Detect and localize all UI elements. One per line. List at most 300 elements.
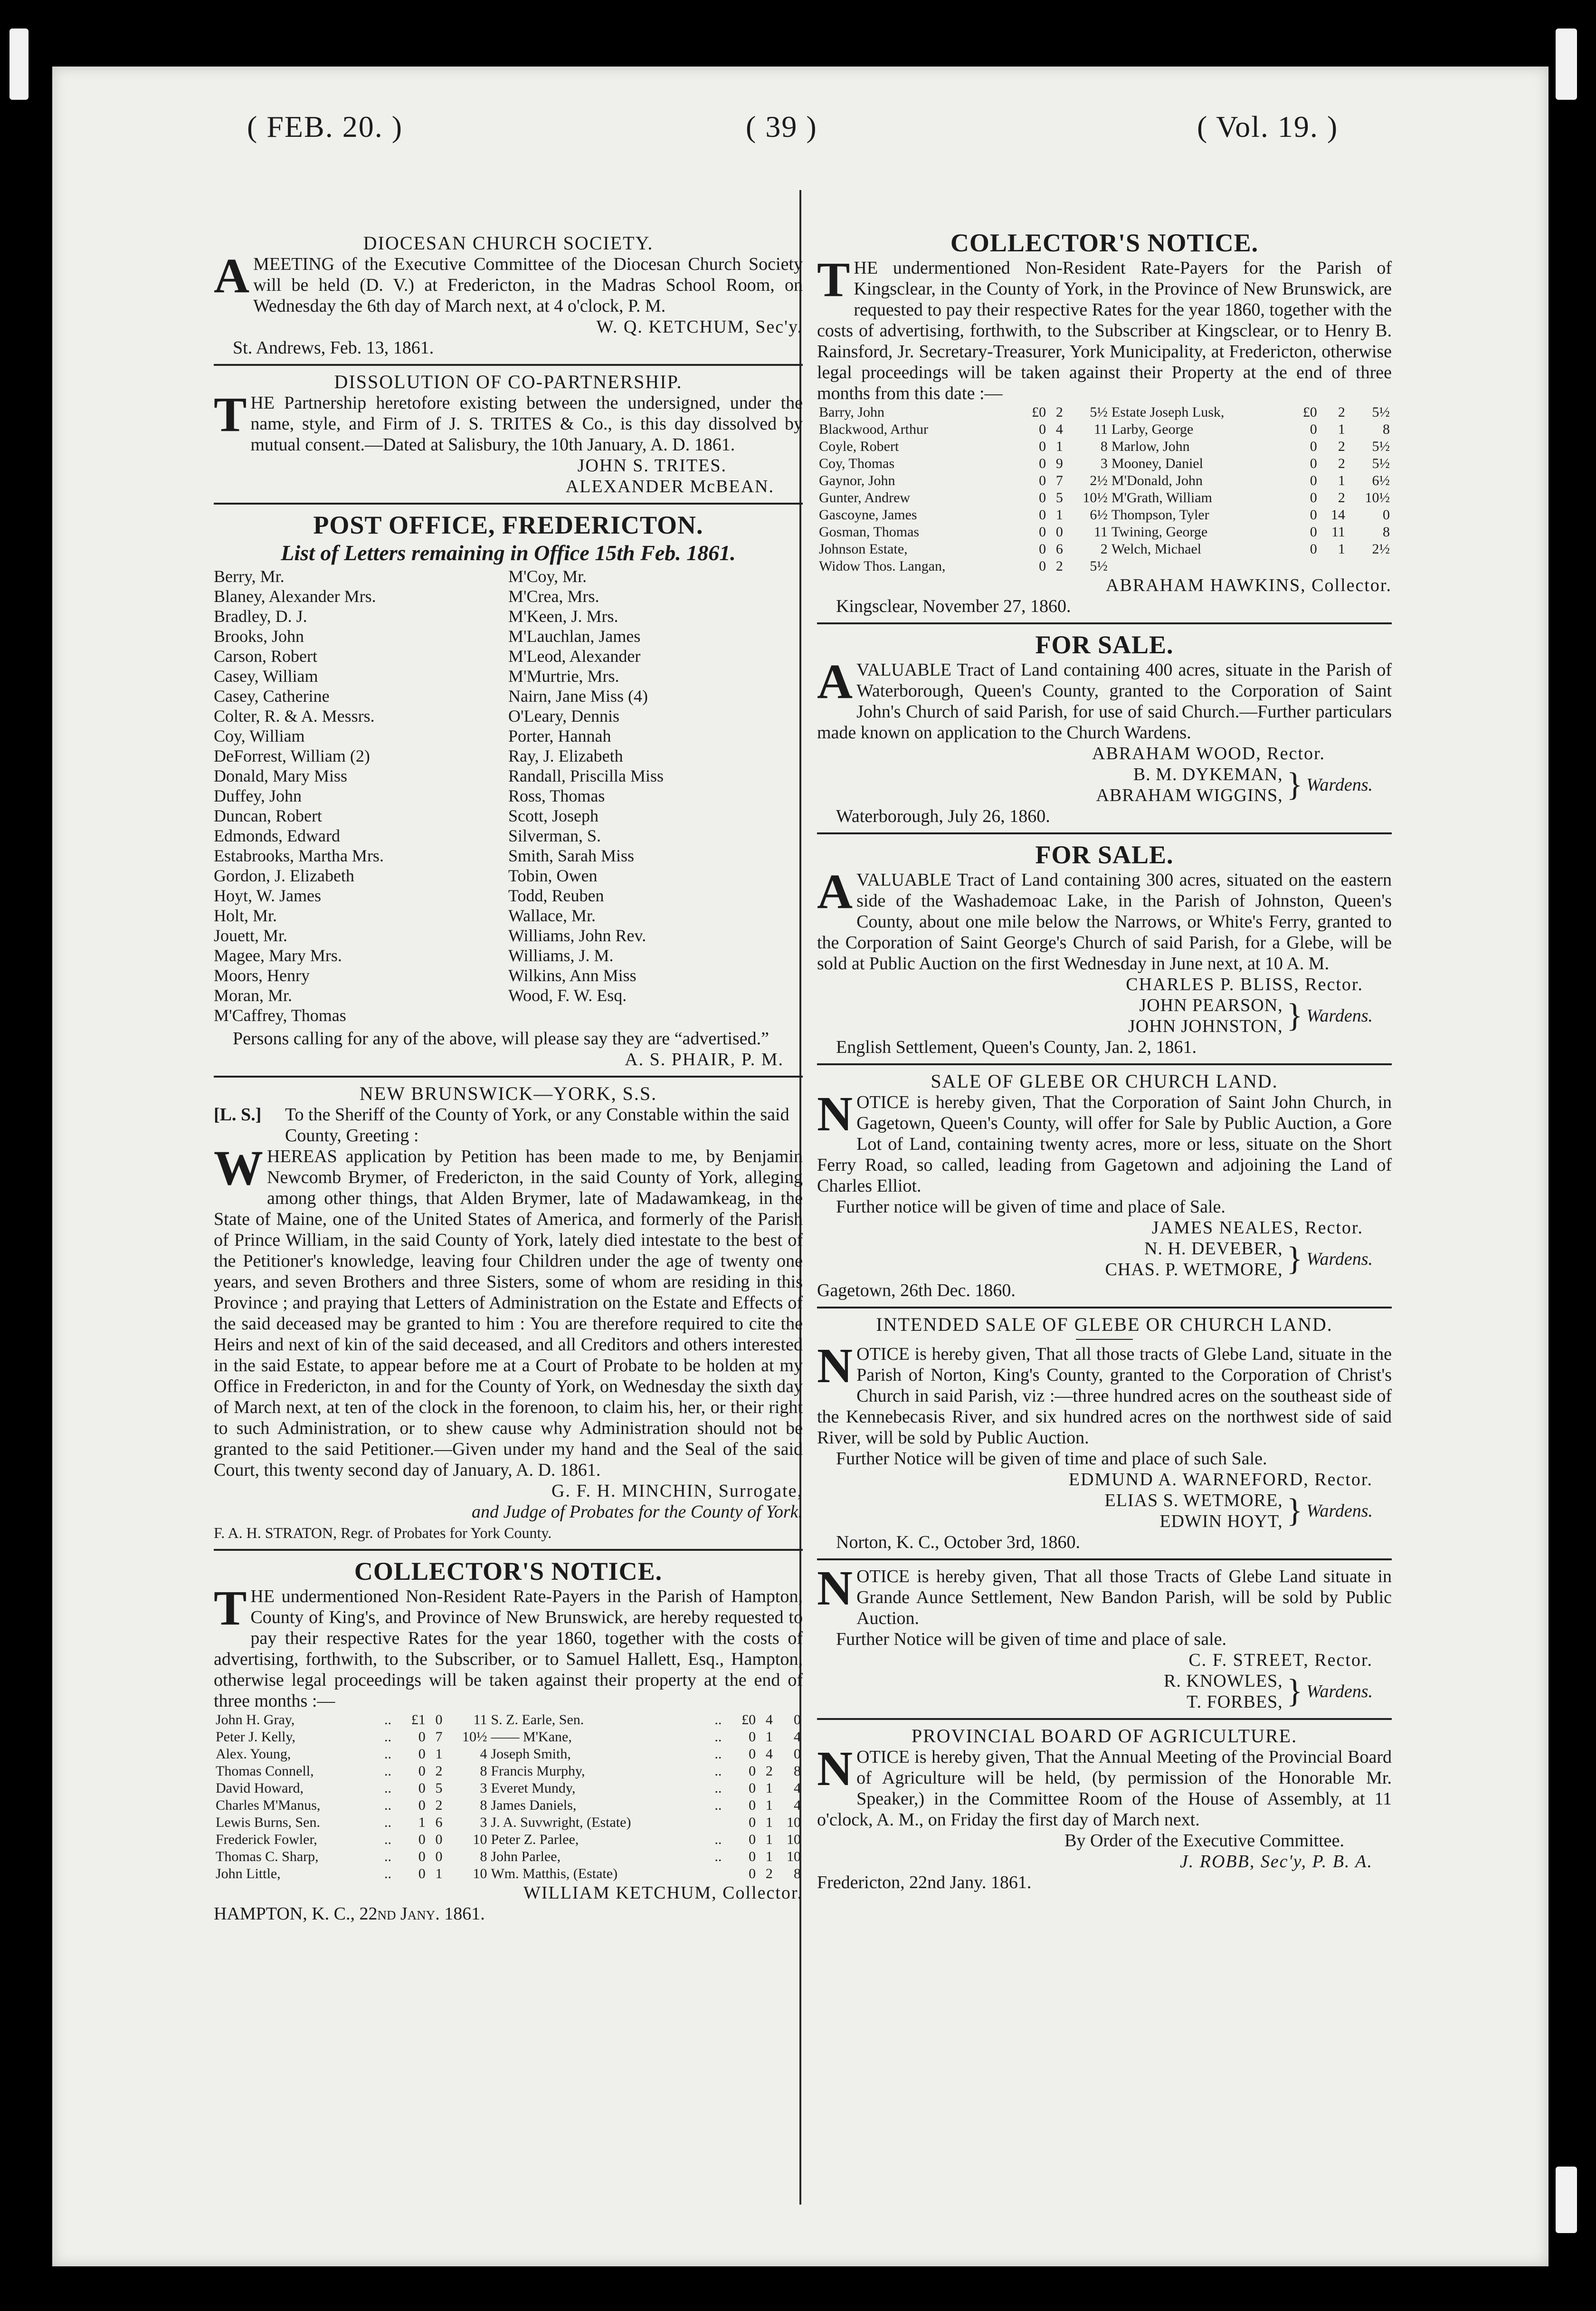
- warden-2: JOHN JOHNSTON,: [1128, 1016, 1283, 1036]
- rate-cell: £0: [1302, 404, 1317, 420]
- collector-hampton-notice: [214, 1557, 803, 1924]
- brace: }: [1286, 1673, 1303, 1709]
- rate-cell: 4: [794, 1797, 801, 1813]
- agriculture-order: By Order of the Executive Committee.: [1064, 1831, 1344, 1851]
- glebe-gagetown-notice: [817, 1071, 1392, 1301]
- dissolution-body-wrap: [214, 387, 803, 455]
- post-office-notice: [214, 510, 803, 1070]
- probate-signer-1: G. F. H. MINCHIN, Surrogate,: [551, 1481, 803, 1501]
- glebe-gagetown-rector: JAMES NEALES, Rector.: [1151, 1218, 1363, 1238]
- letter-entry: Wallace, Mr.: [508, 906, 596, 925]
- rate-cell: [712, 1814, 730, 1831]
- rate-cell: 1: [1055, 439, 1063, 454]
- rate-cell: 3: [1100, 456, 1108, 471]
- rate-row: [214, 1848, 803, 1865]
- rate-cell: 1: [765, 1780, 773, 1796]
- glebe-grande-aunce-wardens: [817, 1671, 1392, 1712]
- letter-entry: Silverman, S.: [508, 826, 601, 845]
- glebe-grande-aunce-notice: [817, 1561, 1392, 1712]
- rate-cell: £0: [741, 1712, 756, 1728]
- rate-cell: 10½: [1083, 490, 1108, 506]
- agriculture-body: OTICE is hereby given, That the Annual Meeting of the Provincial Board of Agriculture will be held, (by permission of the Honorable Mr. Speaker,) in the Committee Room of the House of Assembly, at 11 o'clock, A. M., on Friday the first day of March next.: [817, 1747, 1392, 1830]
- warden-names: [1096, 764, 1282, 806]
- letter-entry: Scott, Joseph: [508, 806, 599, 825]
- sale-waterborough-notice: [817, 630, 1392, 827]
- letter-entry: Ray, J. Elizabeth: [508, 746, 623, 765]
- rate-cell: 5½: [1372, 439, 1390, 454]
- agriculture-signer: J. ROBB, Sec'y, P. B. A.: [1179, 1852, 1373, 1872]
- film-tab-left-top: [10, 29, 28, 100]
- rate-cell: 1: [765, 1797, 773, 1813]
- warden-2: CHAS. P. WETMORE,: [1105, 1260, 1283, 1280]
- rate-cell: 0: [1310, 473, 1317, 488]
- film-tab-right-bottom: [1556, 2167, 1577, 2233]
- rate-cell: 8: [794, 1763, 801, 1779]
- post-office-subtitle: List of Letters remaining in Office 15th Feb. 1861.: [281, 541, 736, 565]
- rate-cell: 0: [1039, 490, 1046, 506]
- rate-row: [817, 438, 1392, 455]
- rate-cell: [1110, 558, 1291, 575]
- glebe-grande-aunce-rector: C. F. STREET, Rector.: [1188, 1650, 1373, 1670]
- dissolution-signer-2: ALEXANDER McBEAN.: [565, 477, 774, 497]
- rate-cell: ..: [384, 1746, 391, 1762]
- glebe-norton-body-wrap: [817, 1338, 1392, 1448]
- rate-cell: Alex. Young,: [216, 1746, 291, 1762]
- rate-cell: James Daniels,: [491, 1797, 577, 1813]
- drop-cap: T: [817, 252, 850, 307]
- rate-cell: Frederick Fowler,: [216, 1832, 317, 1847]
- rate-cell: Thomas Connell,: [216, 1763, 314, 1779]
- rate-cell: 0: [749, 1780, 756, 1796]
- rate-cell: 0: [1039, 473, 1046, 488]
- glebe-norton-body: OTICE is hereby given, That all those tracts of Glebe Land, situate in the Parish of Norton, King's County, granted to the Corporation of Christ's Church in said Parish, viz :—three hundred acres on the southeast side of the Kennebecasis River, and six hundred acres on the northwest side of said River, will be sold by Public Auction.: [817, 1344, 1392, 1448]
- rate-cell: Welch, Michael: [1111, 541, 1202, 557]
- rate-row: [214, 1780, 803, 1797]
- rate-cell: [1319, 558, 1347, 575]
- warden-1: B. M. DYKEMAN,: [1133, 764, 1283, 784]
- rate-cell: 8: [480, 1797, 487, 1813]
- warden-names: [1128, 995, 1283, 1037]
- rate-cell: Johnson Estate,: [819, 541, 908, 557]
- probate-signer-2: and Judge of Probates for the County of York.: [472, 1502, 803, 1522]
- rate-cell: 2½: [1090, 473, 1108, 488]
- drop-cap: T: [214, 387, 247, 442]
- glebe-gagetown-wardens: [817, 1238, 1392, 1280]
- seal-mark: [L. S.]: [214, 1105, 262, 1125]
- wardens-label: Wardens.: [1306, 1006, 1373, 1026]
- rate-cell: 6½: [1090, 507, 1108, 523]
- rate-cell: Mooney, Daniel: [1111, 456, 1203, 471]
- agriculture-body-wrap: [817, 1741, 1392, 1830]
- glebe-grande-aunce-further: Further Notice will be given of time and place of sale.: [836, 1629, 1227, 1649]
- rate-cell: ..: [714, 1763, 722, 1779]
- rule: [214, 503, 803, 505]
- agriculture-title: PROVINCIAL BOARD OF AGRICULTURE.: [911, 1725, 1298, 1747]
- rate-cell: 10: [787, 1849, 801, 1864]
- sale-waterborough-title: FOR SALE.: [1035, 630, 1174, 659]
- rate-cell: Gascoyne, James: [819, 507, 917, 523]
- rate-cell: 10: [787, 1832, 801, 1847]
- diocesan-title: DIOCESAN CHURCH SOCIETY.: [363, 232, 654, 254]
- rate-cell: 0: [1055, 524, 1063, 540]
- letter-entry: Williams, J. M.: [508, 946, 614, 965]
- collector-hampton-signer: WILLIAM KETCHUM, Collector.: [523, 1883, 803, 1903]
- rule: [817, 1718, 1392, 1720]
- letter-entry: Porter, Hannah: [508, 726, 611, 745]
- rule: [817, 1063, 1392, 1065]
- rate-row: [214, 1746, 803, 1763]
- letters-column-1: [214, 566, 508, 1025]
- letter-entry: Moors, Henry: [214, 966, 310, 985]
- rate-cell: Peter J. Kelly,: [216, 1729, 296, 1745]
- rate-cell: ..: [714, 1729, 722, 1745]
- rate-cell: Francis Murphy,: [491, 1763, 585, 1779]
- rate-cell: —— M'Kane,: [491, 1729, 572, 1745]
- rate-cell: 0: [1310, 541, 1317, 557]
- rate-cell: 0: [1039, 558, 1046, 574]
- rate-cell: 1: [418, 1814, 426, 1830]
- letter-entry: Edmonds, Edward: [214, 826, 340, 845]
- drop-cap: W: [214, 1141, 263, 1195]
- rate-cell: £0: [1032, 404, 1046, 420]
- rate-cell: 0: [1039, 421, 1046, 437]
- rate-cell: 11: [473, 1712, 487, 1728]
- rate-row: [817, 541, 1392, 558]
- letter-entry: M'Coy, Mr.: [508, 567, 587, 586]
- rate-cell: 5½: [1372, 404, 1390, 420]
- rate-cell: 0: [749, 1832, 756, 1847]
- rate-row: [214, 1728, 803, 1746]
- rate-cell: Charles M'Manus,: [216, 1797, 321, 1813]
- sale-johnston-notice: [817, 840, 1392, 1058]
- agriculture-notice: [817, 1726, 1392, 1893]
- warden-names: [1105, 1238, 1283, 1280]
- rate-cell: 3: [480, 1814, 487, 1830]
- letter-entry: Holt, Mr.: [214, 906, 277, 925]
- letter-entry: Donald, Mary Miss: [214, 766, 347, 785]
- rate-cell: 4: [480, 1746, 487, 1762]
- wardens-label: Wardens.: [1306, 1681, 1373, 1701]
- glebe-norton-further: Further Notice will be given of time and place of such Sale.: [836, 1449, 1267, 1469]
- brace: }: [1286, 1492, 1303, 1529]
- rate-row: [817, 472, 1392, 489]
- collector-kingsclear-body: HE undermentioned Non-Resident Rate-Payers for the Parish of Kingsclear, in the County of York, in the Province of New Brunswick, are requested to pay their respective Rates for the year 1860, together with the costs of advertising, forthwith, to the Subscriber at Kingsclear, or to Henry B. Rainsford, Jr. Secretary-Treasurer, York Municipality, at Fredericton, otherwise legal proceedings will be taken against their Property at the end of three months from this date :—: [817, 258, 1392, 403]
- rate-cell: Coyle, Robert: [819, 439, 899, 454]
- collector-kingsclear-place: Kingsclear, November 27, 1860.: [836, 596, 1071, 616]
- glebe-gagetown-further: Further notice will be given of time and place of Sale.: [836, 1197, 1226, 1217]
- rate-cell: 0: [1039, 456, 1046, 471]
- rate-cell: 4: [765, 1746, 773, 1762]
- probate-body: HEREAS application by Petition has been made to me, by Benjamin Newcomb Brymer, of Fredericton, in the said County of York, alleging among other things, that Alden Brymer, late of Madawamkeag, in the State of Maine, one of the United States of America, and formerly of the Parish of Prince William, in the said County of York, lately died intestate to the best of the Petitioner's knowledge, leaving four Children under the age of twenty one years, and seven Brothers and three Sisters, some of whom are residing in this Province ; and praying that Letters of Administration on the Estate and Effects of the said deceased may be granted to him : You are therefore required to cite the Heirs and next of kin of the said deceased, and all Creditors and others interested in the said Estate, to appear before me at a Court of Probate to be holden at my Office in Fredericton, in and for the County of York, on Wednesday the sixth day of March next, at ten of the clock in the forenoon, to claim his, her, or their right to such Administration, or to shew cause why Administration should not be granted to the said Petitioner.—Given under my hand and the Seal of the said Court, this twenty second day of January, A. D. 1861.: [214, 1146, 803, 1480]
- rate-cell: ..: [714, 1780, 722, 1796]
- probate-title: NEW BRUNSWICK—YORK, S.S.: [359, 1083, 657, 1104]
- rate-cell: ..: [384, 1712, 391, 1728]
- rate-cell: 0: [418, 1866, 426, 1881]
- warden-1: R. KNOWLES,: [1164, 1671, 1283, 1691]
- rate-cell: 2½: [1372, 541, 1390, 557]
- rate-cell: 0: [418, 1746, 426, 1762]
- rate-cell: John Little,: [216, 1866, 281, 1881]
- rate-cell: 5½: [1372, 456, 1390, 471]
- probate-registrar: F. A. H. STRATON, Regr. of Probates for York County.: [214, 1524, 552, 1541]
- rate-cell: 0: [418, 1832, 426, 1847]
- rate-cell: Blackwood, Arthur: [819, 421, 928, 437]
- letter-entry: M'Murtrie, Mrs.: [508, 667, 619, 686]
- drop-cap: A: [817, 864, 853, 919]
- sale-waterborough-wardens: [817, 764, 1392, 806]
- rate-cell: 0: [749, 1763, 756, 1779]
- header-date: ( FEB. 20. ): [247, 110, 403, 143]
- rate-cell: 1: [1055, 507, 1063, 523]
- warden-names: [1105, 1490, 1283, 1532]
- rate-cell: 8: [794, 1866, 801, 1881]
- warden-1: JOHN PEARSON,: [1139, 995, 1283, 1015]
- rate-cell: 8: [480, 1763, 487, 1779]
- letter-entry: Wilkins, Ann Miss: [508, 966, 636, 985]
- rate-cell: 1: [435, 1866, 443, 1881]
- rate-cell: [712, 1865, 730, 1882]
- rate-cell: ..: [714, 1797, 722, 1813]
- glebe-norton-place: Norton, K. C., October 3rd, 1860.: [836, 1532, 1080, 1552]
- rule: [817, 622, 1392, 624]
- letter-entry: M'Caffrey, Thomas: [214, 1006, 346, 1025]
- probate-notice: [214, 1083, 803, 1543]
- letter-entry: M'Keen, J. Mrs.: [508, 607, 618, 626]
- rate-cell: 2: [1338, 490, 1345, 506]
- wardens-label: Wardens.: [1306, 1501, 1373, 1521]
- glebe-grande-aunce-body: OTICE is hereby given, That all those Tracts of Glebe Land situate in Grande Aunce Settlement, New Bandon Parish, will be sold by Public Auction.: [856, 1566, 1392, 1628]
- warden-2: EDWIN HOYT,: [1159, 1511, 1283, 1531]
- rate-cell: 2: [1338, 404, 1345, 420]
- rate-cell: 11: [1094, 524, 1108, 540]
- rate-cell: M'Grath, William: [1111, 490, 1212, 506]
- rate-cell: 0: [418, 1797, 426, 1813]
- letter-entry: M'Leod, Alexander: [508, 647, 641, 666]
- rate-cell: 10: [473, 1866, 487, 1881]
- rate-cell: 2: [435, 1797, 443, 1813]
- drop-cap: A: [214, 248, 250, 303]
- letter-entry: Duncan, Robert: [214, 806, 322, 825]
- glebe-gagetown-body-wrap: [817, 1087, 1392, 1196]
- rate-cell: ..: [384, 1797, 391, 1813]
- rate-cell: ..: [714, 1712, 722, 1728]
- rate-cell: 0: [1310, 507, 1317, 523]
- rate-cell: 0: [418, 1780, 426, 1796]
- rate-cell: 0: [794, 1712, 801, 1728]
- post-office-note: Persons calling for any of the above, will please say they are “advertised.”: [233, 1029, 770, 1049]
- rate-cell: 1: [765, 1814, 773, 1830]
- rate-cell: S. Z. Earle, Sen.: [491, 1712, 584, 1728]
- rate-row: [817, 558, 1392, 575]
- rate-row: [817, 421, 1392, 438]
- warden-1: ELIAS S. WETMORE,: [1104, 1490, 1283, 1510]
- rate-row: [817, 489, 1392, 506]
- rate-cell: [1291, 558, 1319, 575]
- glebe-gagetown-place: Gagetown, 26th Dec. 1860.: [817, 1280, 1016, 1300]
- warden-2: ABRAHAM WIGGINS,: [1096, 785, 1283, 805]
- rate-cell: 2: [1338, 456, 1345, 471]
- brace: }: [1286, 766, 1303, 803]
- rate-row: [817, 404, 1392, 421]
- letter-entry: O'Leary, Dennis: [508, 707, 620, 726]
- rate-cell: ..: [384, 1866, 391, 1881]
- header-page-number: ( 39 ): [746, 110, 817, 143]
- rate-cell: 14: [1330, 507, 1345, 523]
- rate-cell: 1: [1338, 541, 1345, 557]
- letter-entry: Casey, Catherine: [214, 687, 330, 706]
- glebe-gagetown-body: OTICE is hereby given, That the Corporation of Saint John Church, in Gagetown, Queen's County, will offer for Sale by Public Auction, a Gore Lot of Land, containing twenty acres, more or less, situate on the Short Ferry Road, so called, leading from Gagetown and adjoining the Land of Charles Elliot.: [817, 1092, 1392, 1196]
- rate-cell: Coy, Thomas: [819, 456, 895, 471]
- letter-entry: M'Crea, Mrs.: [508, 587, 599, 606]
- rate-cell: ..: [384, 1814, 391, 1830]
- letter-entry: Todd, Reuben: [508, 886, 604, 905]
- rate-cell: Gosman, Thomas: [819, 524, 920, 540]
- rule: [214, 1549, 803, 1551]
- rate-cell: 0: [418, 1763, 426, 1779]
- rate-cell: 0: [1310, 421, 1317, 437]
- letter-entry: Colter, R. & A. Messrs.: [214, 707, 375, 726]
- rate-cell: John H. Gray,: [216, 1712, 295, 1728]
- rate-cell: 11: [1094, 421, 1108, 437]
- letter-entry: Gordon, J. Elizabeth: [214, 866, 354, 885]
- rate-cell: 7: [435, 1729, 443, 1745]
- post-office-signer: A. S. PHAIR, P. M.: [625, 1050, 784, 1070]
- collector-kingsclear-signer: ABRAHAM HAWKINS, Collector.: [1106, 575, 1392, 595]
- glebe-norton-title: INTENDED SALE OF GLEBE OR CHURCH LAND.: [876, 1314, 1333, 1335]
- rate-row: [214, 1814, 803, 1831]
- collector-kingsclear-body-wrap: [817, 252, 1392, 404]
- rate-cell: 0: [1039, 507, 1046, 523]
- letters-column-2: [508, 566, 803, 1025]
- rate-cell: 2: [765, 1763, 773, 1779]
- collector-kingsclear-title: COLLECTOR'S NOTICE.: [950, 229, 1259, 257]
- diocesan-body-wrap: [214, 248, 803, 316]
- letter-entry: Ross, Thomas: [508, 786, 605, 805]
- rate-cell: 1: [1338, 473, 1345, 488]
- rate-cell: 2: [435, 1763, 443, 1779]
- glebe-norton-wardens: [817, 1490, 1392, 1532]
- sale-johnston-place: English Settlement, Queen's County, Jan. 2, 1861.: [836, 1037, 1197, 1057]
- rate-cell: Twining, George: [1111, 524, 1208, 540]
- glebe-grande-aunce-body-wrap: [817, 1561, 1392, 1629]
- rate-cell: Barry, John: [819, 404, 885, 420]
- probate-body-wrap: [214, 1141, 803, 1480]
- rate-cell: 4: [794, 1729, 801, 1745]
- rate-cell: 0: [418, 1729, 426, 1745]
- sale-waterborough-body-wrap: [817, 654, 1392, 743]
- letter-entry: Randall, Priscilla Miss: [508, 766, 664, 785]
- rate-row: [214, 1711, 803, 1728]
- rate-cell: Larby, George: [1111, 421, 1194, 437]
- rate-cell: 4: [1055, 421, 1063, 437]
- rate-cell: 8: [1383, 524, 1390, 540]
- collector-hampton-body: HE undermentioned Non-Resident Rate-Payers in the Parish of Hampton, County of King's, and Province of New Brunswick, are hereby requested to pay their respective Rates for the year 1860, together with the costs of advertising, forthwith, to the Subscriber, or to Samuel Hallett, Esq., Hampton, otherwise legal proceedings will be taken against their property at the end of three months :—: [214, 1586, 803, 1711]
- wardens-label: Wardens.: [1306, 1249, 1373, 1269]
- rate-row: [214, 1831, 803, 1848]
- rate-cell: [1347, 558, 1392, 575]
- diocesan-notice: [214, 233, 803, 358]
- rate-cell: 0: [1310, 456, 1317, 471]
- rate-cell: 0: [435, 1849, 443, 1864]
- rate-cell: Lewis Burns, Sen.: [216, 1814, 320, 1830]
- rate-row: [817, 506, 1392, 524]
- sale-waterborough-place: Waterborough, July 26, 1860.: [836, 806, 1050, 826]
- rate-cell: 0: [1383, 507, 1390, 523]
- rate-cell: 0: [749, 1729, 756, 1745]
- film-tab-right-top: [1556, 29, 1577, 100]
- rate-cell: ..: [714, 1849, 722, 1864]
- letter-entry: Blaney, Alexander Mrs.: [214, 587, 376, 606]
- rate-cell: 8: [1100, 439, 1108, 454]
- glebe-norton-rector: EDMUND A. WARNEFORD, Rector.: [1068, 1470, 1373, 1490]
- rate-cell: 10: [787, 1814, 801, 1830]
- glebe-gagetown-title: SALE OF GLEBE OR CHURCH LAND.: [931, 1070, 1278, 1092]
- rule: [214, 1076, 803, 1078]
- wardens-label: Wardens.: [1306, 775, 1373, 795]
- rate-cell: 5½: [1090, 558, 1108, 574]
- warden-1: N. H. DEVEBER,: [1144, 1239, 1283, 1259]
- letter-entry: Tobin, Owen: [508, 866, 598, 885]
- letter-entry: Magee, Mary Mrs.: [214, 946, 342, 965]
- rate-cell: Estate Joseph Lusk,: [1111, 404, 1225, 420]
- rate-cell: Peter Z. Parlee,: [491, 1832, 579, 1847]
- rate-cell: John Parlee,: [491, 1849, 561, 1864]
- rate-cell: 10½: [1365, 490, 1390, 506]
- header-volume: ( Vol. 19. ): [1197, 110, 1339, 143]
- rate-cell: 2: [1338, 439, 1345, 454]
- rate-cell: 1: [765, 1729, 773, 1745]
- rate-cell: Everet Mundy,: [491, 1780, 576, 1796]
- rate-cell: 0: [749, 1797, 756, 1813]
- letter-entry: Smith, Sarah Miss: [508, 846, 635, 865]
- rate-cell: 1: [435, 1746, 443, 1762]
- dissolution-title: DISSOLUTION OF CO-PARTNERSHIP.: [334, 371, 683, 392]
- letter-entry: Brooks, John: [214, 627, 304, 646]
- rate-cell: J. A. Suvwright, (Estate): [491, 1814, 631, 1830]
- rule: [214, 364, 803, 366]
- rate-cell: 3: [480, 1780, 487, 1796]
- rate-cell: 8: [1383, 421, 1390, 437]
- rate-cell: 8: [480, 1849, 487, 1864]
- rate-cell: Marlow, John: [1111, 439, 1190, 454]
- collector-kingsclear-notice: [817, 228, 1392, 617]
- rate-cell: 0: [435, 1712, 443, 1728]
- glebe-norton-notice: [817, 1314, 1392, 1553]
- rate-row: [817, 524, 1392, 541]
- hampton-rates-table: [214, 1711, 803, 1882]
- rate-cell: 0: [1039, 541, 1046, 557]
- rate-cell: 5: [435, 1780, 443, 1796]
- rate-cell: David Howard,: [216, 1780, 304, 1796]
- rate-cell: Gaynor, John: [819, 473, 895, 488]
- drop-cap: N: [817, 1087, 853, 1141]
- probate-address: To the Sheriff of the County of York, or any Constable within the said County, Greeting :: [285, 1105, 789, 1146]
- rate-row: [214, 1763, 803, 1780]
- drop-cap: N: [817, 1561, 853, 1615]
- rate-cell: 0: [1310, 490, 1317, 506]
- rate-cell: Thomas C. Sharp,: [216, 1849, 319, 1864]
- letter-entry: Williams, John Rev.: [508, 926, 646, 945]
- rate-cell: ..: [384, 1832, 391, 1847]
- sale-waterborough-body: VALUABLE Tract of Land containing 400 acres, situate in the Parish of Waterborough, Queen's County, granted to the Corporation of Saint John's Church of said Parish, for use of said Church.—Further particulars made known on application to the Church Wardens.: [817, 660, 1392, 743]
- rate-cell: 6½: [1372, 473, 1390, 488]
- rate-cell: 2: [1055, 558, 1063, 574]
- letters-list: [214, 566, 803, 1025]
- rate-cell: 0: [749, 1866, 756, 1881]
- collector-hampton-title: COLLECTOR'S NOTICE.: [354, 1557, 663, 1585]
- letter-entry: DeForrest, William (2): [214, 746, 370, 765]
- rate-cell: Thompson, Tyler: [1111, 507, 1209, 523]
